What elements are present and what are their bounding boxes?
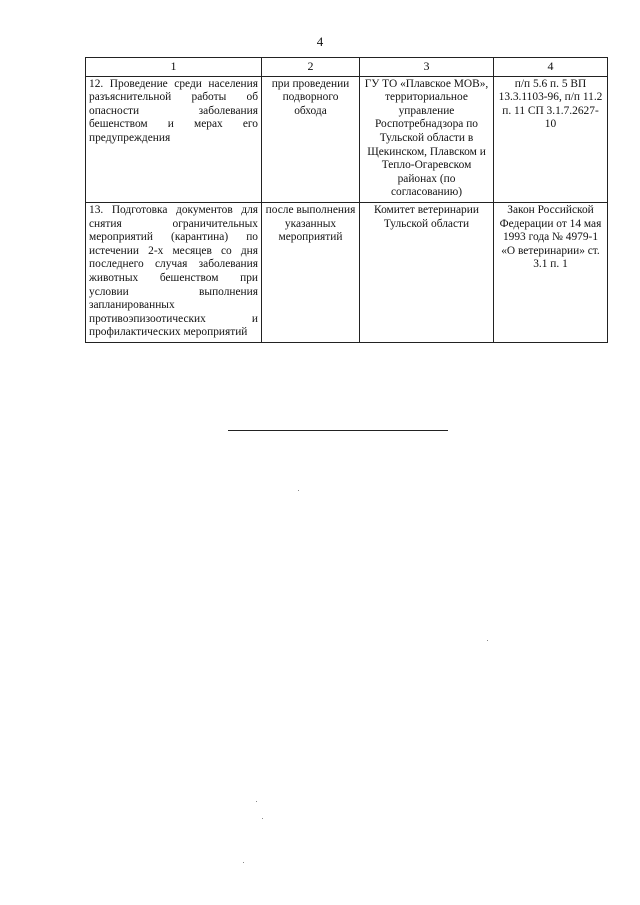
scan-speck <box>487 640 488 641</box>
measure-cell: 12. Проведение среди населения разъяснительной работы об опасности заболевания бешенством и мерах его предупреждения <box>86 76 262 202</box>
measures-table <box>85 57 608 343</box>
scan-speck <box>298 490 299 491</box>
timing-cell: после выполнения указанных мероприятий <box>262 202 360 342</box>
table-header-row <box>86 58 608 77</box>
column-header: 4 <box>494 58 608 77</box>
responsible-cell: ГУ ТО «Плавское МОВ», территориальное управление Роспотребнадзора по Тульской области в Щекинском, Плавском и Тепло-Огаревском районах (по согласованию) <box>360 76 494 202</box>
measure-cell: 13. Подготовка документов для снятия ограничительных мероприятий (карантина) по истечении 2-х месяцев со дня последнего случая заболевания животных бешенством при условии выполнения запланированных противоэпизоотических и профилактических мероприятий <box>86 202 262 342</box>
table-row <box>86 76 608 202</box>
column-header: 3 <box>360 58 494 77</box>
page-number: 4 <box>316 34 324 49</box>
scan-speck <box>243 862 244 863</box>
scan-speck <box>262 818 263 819</box>
scan-speck <box>256 801 257 802</box>
column-header: 1 <box>86 58 262 77</box>
table-row <box>86 202 608 342</box>
basis-cell: п/п 5.6 п. 5 ВП 13.3.1103-96, п/п 11.2 п. 11 СП 3.1.7.2627-10 <box>494 76 608 202</box>
basis-cell: Закон Российской Федерации от 14 мая 1993 года № 4979-1 «О ветеринарии» ст. 3.1 п. 1 <box>494 202 608 342</box>
responsible-cell: Комитет ветеринарии Тульской области <box>360 202 494 342</box>
timing-cell: при проведении подворного обхода <box>262 76 360 202</box>
column-header: 2 <box>262 58 360 77</box>
end-separator-line <box>228 430 448 431</box>
